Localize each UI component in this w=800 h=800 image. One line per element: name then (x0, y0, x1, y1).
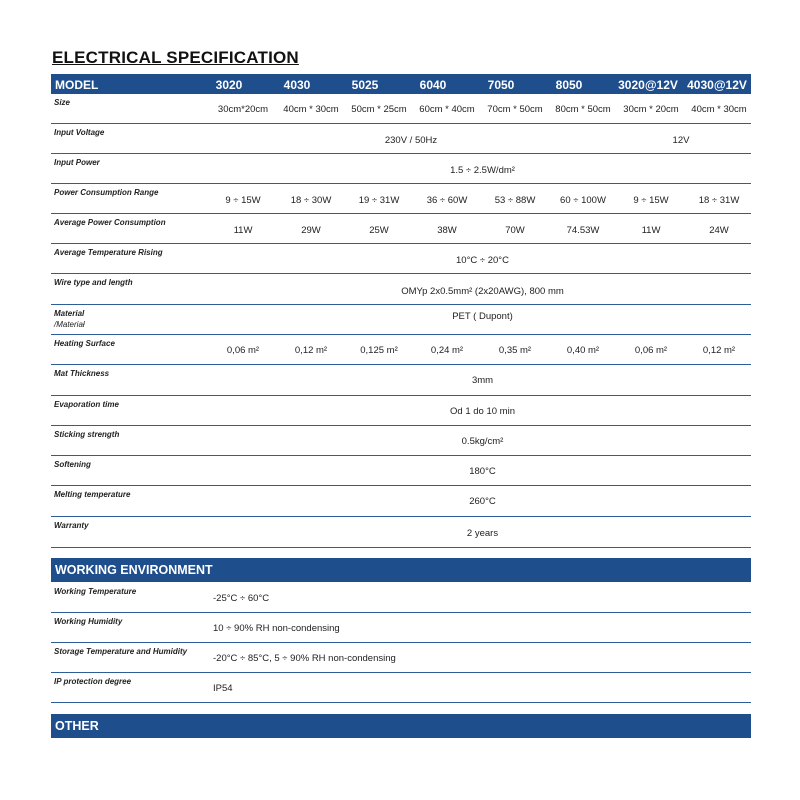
table-cell: 40cm * 30cm (691, 104, 747, 115)
row-label: Input Power (54, 158, 100, 167)
row-label: Warranty (54, 521, 89, 530)
model-column-header: 4030@12V (687, 78, 747, 92)
table-cell: 10°C ÷ 20°C (456, 255, 509, 266)
table-cell: 0,12 m² (702, 345, 736, 356)
spec-row-average-power-consumption (51, 214, 751, 244)
row-label: IP protection degree (54, 677, 132, 686)
model-column-header: 3020@12V (618, 78, 678, 92)
row-label: Input Voltage (54, 128, 105, 137)
table-cell: 30cm * 20cm (623, 104, 679, 115)
section-title: OTHER (55, 719, 99, 733)
table-cell: 0,06 m² (634, 345, 668, 356)
model-column-header: 4030 (283, 78, 311, 92)
spec-row-warranty (51, 517, 751, 548)
table-cell: 0,24 m² (430, 345, 464, 356)
table-cell: 38W (437, 225, 457, 236)
table-cell: IP54 (213, 683, 233, 694)
page-title: ELECTRICAL SPECIFICATION (52, 48, 299, 67)
table-cell: 11W (233, 225, 253, 236)
table-cell: 29W (301, 225, 321, 236)
model-column-header: 3020 (215, 78, 243, 92)
table-cell: 36 ÷ 60W (426, 195, 468, 206)
table-cell: 260°C (469, 496, 496, 507)
spec-row-wire-type (51, 274, 751, 305)
table-cell: 0,12 m² (294, 345, 328, 356)
table-cell: OMYp 2x0.5mm² (2x20AWG), 800 mm (401, 286, 564, 297)
row-sublabel: /Materiał (54, 320, 85, 329)
table-cell: 0,06 m² (226, 345, 260, 356)
table-cell: 11W (641, 225, 661, 236)
table-cell: 19 ÷ 31W (358, 195, 400, 206)
table-cell: 0,40 m² (566, 345, 600, 356)
table-cell: 18 ÷ 30W (290, 195, 332, 206)
spec-table-header (51, 74, 751, 94)
env-row-working-humidity (51, 613, 751, 643)
table-cell: 40cm * 30cm (283, 104, 339, 115)
table-cell: 25W (369, 225, 389, 236)
table-cell: Od 1 do 10 min (450, 406, 515, 417)
table-cell: -25°C ÷ 60°C (213, 593, 270, 604)
row-label: Working Humidity (54, 617, 123, 626)
row-label: Material (54, 309, 85, 318)
table-cell: 10 ÷ 90% RH non-condensing (213, 623, 340, 634)
table-cell: 80cm * 50cm (555, 104, 611, 115)
spec-row-size (51, 94, 751, 124)
spec-row-mat-thickness (51, 365, 751, 396)
table-cell: 0,35 m² (498, 345, 532, 356)
row-label: Working Temperature (54, 587, 137, 596)
table-cell: 0,125 m² (360, 345, 398, 356)
table-cell: 180°C (469, 466, 496, 477)
table-cell: 9 ÷ 15W (225, 195, 261, 206)
table-cell: 1.5 ÷ 2.5W/dm² (450, 165, 515, 176)
working-environment-header (51, 558, 751, 582)
spec-row-power-consumption-range (51, 184, 751, 214)
table-cell: 60 ÷ 100W (560, 195, 606, 206)
row-label: Heating Surface (54, 339, 115, 348)
table-cell: 12V (672, 135, 690, 146)
model-column-header: 5025 (351, 78, 379, 92)
table-cell: 30cm*20cm (217, 104, 269, 115)
row-label: Sticking strength (54, 430, 120, 439)
row-label: Melting temperature (54, 490, 131, 499)
model-column-header: 6040 (419, 78, 447, 92)
table-cell: 24W (709, 225, 729, 236)
model-column-header: 8050 (555, 78, 583, 92)
row-label: Evaporation time (54, 400, 119, 409)
table-cell: 3mm (471, 375, 494, 386)
table-cell: 74.53W (566, 225, 600, 236)
spec-row-melting-temperature (51, 486, 751, 517)
table-cell: PET ( Dupont) (452, 311, 513, 322)
spec-row-average-temperature-rising (51, 244, 751, 274)
spec-row-evaporation-time (51, 396, 751, 426)
spec-row-material (51, 305, 751, 335)
other-header (51, 714, 751, 738)
row-label: Mat Thickness (54, 369, 110, 378)
row-label: Wire type and length (54, 278, 133, 287)
model-header: MODEL (55, 78, 99, 92)
env-row-working-temperature (51, 583, 751, 613)
row-label: Average Power Consumption (54, 218, 166, 227)
spec-row-input-voltage (51, 124, 751, 154)
model-column-header: 7050 (487, 78, 515, 92)
row-label: Size (54, 98, 71, 107)
table-cell: 60cm * 40cm (419, 104, 475, 115)
table-cell: 0.5kg/cm² (461, 436, 504, 447)
spec-row-softening (51, 456, 751, 486)
table-cell: -20°C ÷ 85°C, 5 ÷ 90% RH non-condensing (213, 653, 396, 664)
table-cell: 50cm * 25cm (351, 104, 407, 115)
table-cell: 2 years (466, 528, 499, 539)
table-cell: 18 ÷ 31W (698, 195, 740, 206)
table-cell: 70cm * 50cm (487, 104, 543, 115)
row-label: Average Temperature Rising (54, 248, 163, 257)
table-cell: 53 ÷ 88W (494, 195, 536, 206)
row-label: Softening (54, 460, 91, 469)
section-title: WORKING ENVIRONMENT (55, 563, 213, 577)
table-cell: 9 ÷ 15W (633, 195, 669, 206)
env-row-ip-protection (51, 673, 751, 703)
row-label: Storage Temperature and Humidity (54, 647, 188, 656)
row-label: Power Consumption Range (54, 188, 159, 197)
spec-row-heating-surface (51, 335, 751, 365)
table-cell: 230V / 50Hz (384, 135, 438, 146)
spec-row-sticking-strength (51, 426, 751, 456)
spec-row-input-power (51, 154, 751, 184)
env-row-storage-temperature-humidity (51, 643, 751, 673)
table-cell: 70W (505, 225, 525, 236)
